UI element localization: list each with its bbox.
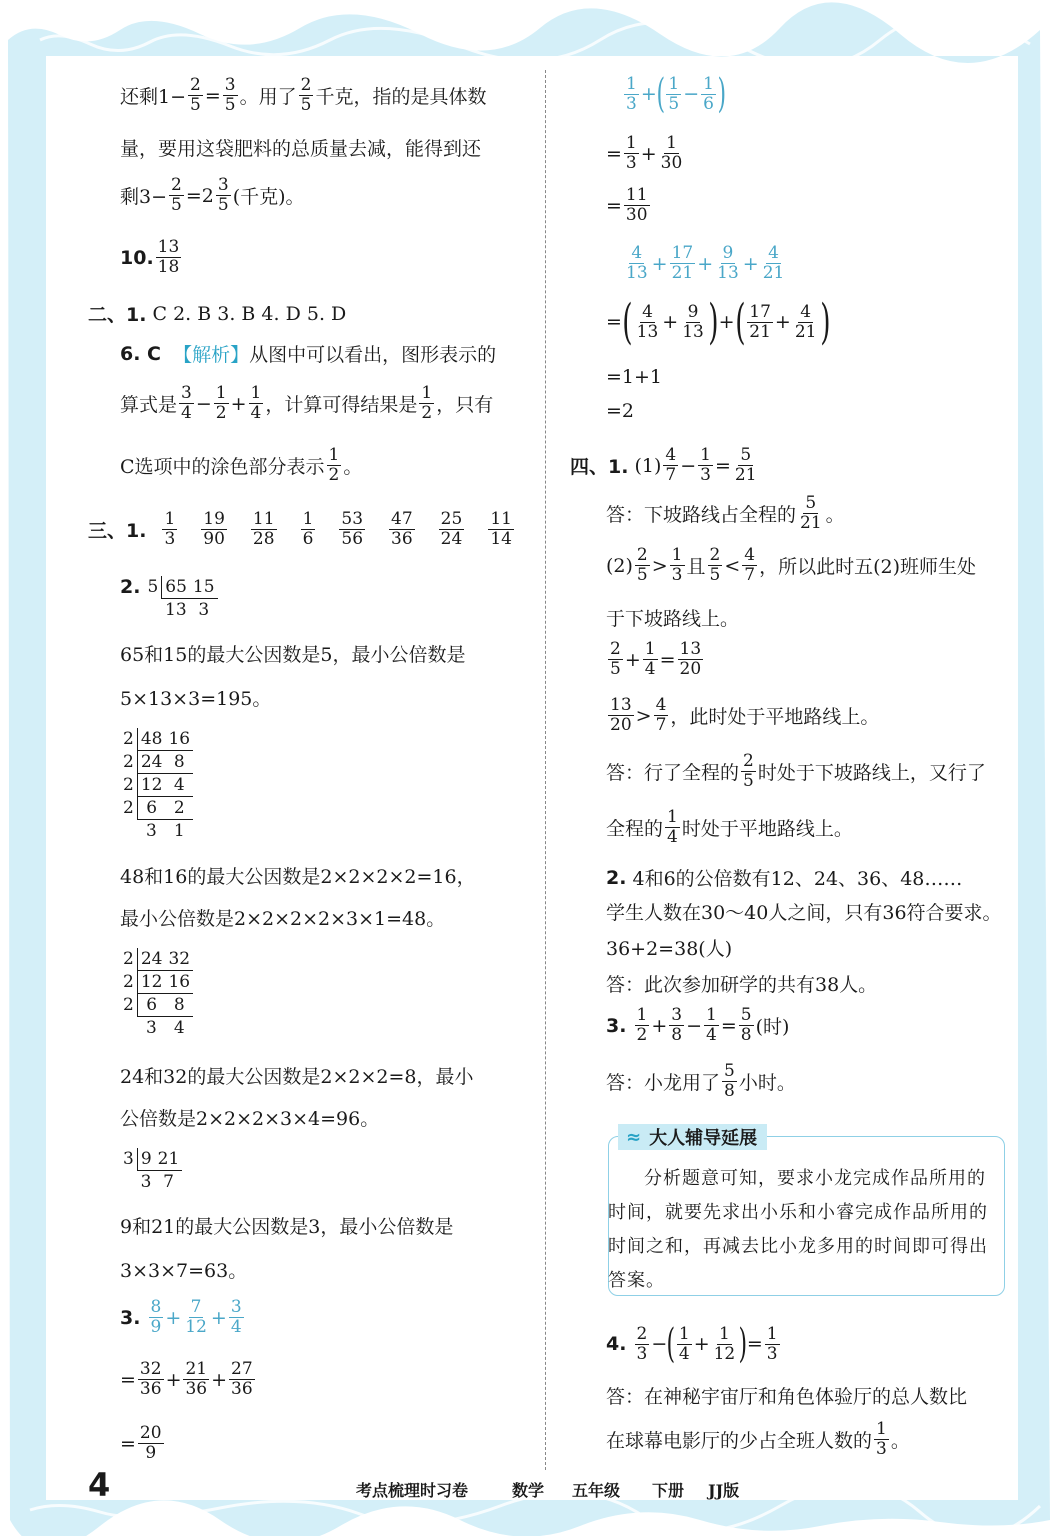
expression	[622, 244, 788, 283]
paren: )	[738, 1321, 748, 1367]
fraction: $\frac{1}{4}$	[706, 1005, 717, 1045]
text: 24和32的最大公因数是2×2×2=8，最小	[120, 1066, 474, 1088]
division-row	[120, 971, 193, 994]
fraction: $\frac{1}{30}$	[660, 133, 683, 173]
question-number: 3.	[120, 1306, 141, 1329]
tip-title-text: 大人辅导延展	[649, 1128, 758, 1149]
operator: =	[746, 1333, 763, 1355]
line	[120, 904, 445, 931]
fraction: $\frac{1}{4}$	[644, 639, 656, 679]
text: 答：此次参加研学的共有38人。	[606, 974, 878, 996]
text: 公倍数是2×2×2×3×4=96。	[120, 1108, 380, 1130]
text: 还剩1−	[120, 86, 187, 108]
tip-box-text	[608, 1162, 998, 1298]
footer-edition: JJ版	[708, 1481, 740, 1500]
line	[606, 294, 831, 350]
text: (1)	[634, 454, 662, 477]
division-cell: 5	[147, 577, 159, 598]
text: 答：下坡路线占全程的	[606, 504, 797, 526]
question-number: 6. C	[120, 342, 161, 365]
section-2	[88, 300, 346, 327]
operator: +	[718, 311, 735, 333]
fraction: $\frac{9}{13}$	[682, 301, 704, 342]
operator: =	[659, 648, 676, 671]
fraction: 1 5	[668, 73, 680, 114]
fraction: 4 13	[636, 301, 659, 342]
operator: +	[640, 142, 657, 165]
operator: +	[651, 252, 668, 275]
text: 65和15的最大公因数是5，最小公倍数是	[120, 644, 466, 666]
section-number: 四、1.	[570, 456, 629, 478]
text: 5×13×3=195。	[120, 688, 272, 710]
division-cell: 1	[173, 821, 185, 841]
division-cell: 65	[162, 576, 190, 599]
operator: +	[693, 1333, 710, 1355]
fraction: 1 2	[328, 445, 340, 485]
division-cell: 6	[137, 994, 165, 1017]
division-cell: 16	[165, 971, 193, 994]
text: (千克)。	[232, 186, 305, 208]
line	[120, 176, 305, 215]
short-division	[144, 576, 217, 621]
line	[606, 1420, 910, 1459]
division-row	[120, 1017, 193, 1040]
division-cell: 8	[165, 994, 193, 1017]
division-cell: 7	[163, 1172, 174, 1192]
tip-box-title	[618, 1124, 767, 1150]
text: 答：在神秘宇宙厅和角色体验厅的总人数比	[606, 1386, 968, 1408]
text: 分析题意可知，要求小龙完成作品所用的时间，就要先求出小乐和小睿完成作品所用的时间之和，再减去比小龙多用的时间即可得出答案。	[608, 1168, 988, 1291]
question-3	[606, 1006, 789, 1045]
line	[120, 1256, 247, 1283]
operator: +	[211, 1368, 228, 1391]
short-division	[120, 1148, 182, 1193]
division-cell: 9	[137, 1148, 154, 1171]
division-cell: 8	[165, 751, 193, 774]
division-cell: 2	[123, 775, 134, 795]
text: ，计算可得结果是	[265, 394, 418, 416]
line	[120, 640, 465, 667]
division-cell: 3	[123, 1149, 134, 1170]
division-cell: 6	[137, 797, 165, 820]
operator: +	[651, 1014, 668, 1037]
division-block	[120, 728, 193, 842]
fraction: $\frac{2}{5}$	[190, 75, 201, 115]
division-cell: 12	[137, 971, 165, 994]
fraction: 1 4	[678, 1323, 690, 1364]
division-row	[120, 948, 193, 971]
division-row	[120, 728, 193, 751]
fraction: 19 90	[203, 509, 225, 549]
operator: +	[640, 83, 657, 105]
fraction: $\frac{1}{6}$	[703, 73, 714, 114]
section-4	[570, 446, 761, 485]
line	[120, 1212, 453, 1239]
division-cell: 24	[137, 751, 165, 774]
footer-series: 考点梳理时习卷	[356, 1481, 469, 1500]
line	[120, 134, 481, 161]
section-number: 三、1.	[88, 520, 147, 542]
division-cell: 48	[137, 728, 165, 751]
line	[120, 446, 362, 485]
section-3	[88, 510, 516, 549]
text: 时处于平地路线上。	[681, 818, 853, 840]
division-row	[120, 994, 193, 1017]
operator: =	[606, 311, 622, 333]
text: 在球幕电影厅的少占全班人数的	[606, 1430, 873, 1452]
fraction: 1 6	[302, 509, 314, 549]
text: 答：行了全程的	[606, 762, 740, 784]
fraction: 53 56	[341, 509, 364, 549]
fraction: $\frac{1}{4}$	[250, 383, 262, 423]
paren: )	[708, 294, 719, 350]
fraction: 4 7	[744, 545, 756, 585]
expression	[622, 71, 727, 117]
text: 剩3−	[120, 186, 168, 208]
operator: +	[697, 252, 714, 275]
column-divider	[545, 70, 546, 1470]
short-division	[120, 948, 193, 1039]
line	[606, 808, 853, 847]
fraction: $\frac{13}{20}$	[679, 639, 702, 679]
question-2	[606, 864, 962, 891]
operator: +	[165, 1306, 182, 1329]
fraction: 11 28	[252, 509, 275, 549]
text: 量，要用这袋肥料的总质量去减，能得到还	[120, 138, 482, 160]
fraction: 1 2	[421, 383, 433, 423]
line	[120, 1360, 257, 1399]
fraction: $\frac{3}{5}$	[224, 75, 236, 115]
division-cell: 3	[145, 1018, 157, 1038]
fraction: $\frac{20}{9}$	[139, 1423, 162, 1463]
division-cell: 3	[198, 600, 210, 620]
text: 48和16的最大公因数是2×2×2×2=16，	[120, 866, 476, 888]
fraction: 4 7	[665, 445, 677, 485]
operator: =	[715, 454, 731, 477]
operator: +	[662, 311, 679, 333]
fraction: $\frac{2}{5}$	[171, 175, 182, 215]
fraction: 4 7	[655, 695, 667, 735]
division-row	[120, 1148, 182, 1171]
text: 算式是	[120, 394, 178, 416]
operator: >	[635, 704, 652, 727]
line	[606, 640, 705, 679]
division-block	[120, 948, 193, 1039]
text: 千克，指的是具体数	[315, 86, 487, 108]
fraction: 2 5	[610, 639, 621, 679]
operator: +	[210, 1306, 227, 1329]
text: 小时。	[738, 1072, 796, 1094]
line	[606, 546, 976, 585]
fraction: 2 5	[636, 545, 648, 585]
text: 。	[890, 1430, 910, 1452]
division-cell: 15	[190, 576, 218, 599]
line	[606, 494, 845, 533]
line	[606, 1382, 967, 1409]
operator: −	[651, 1333, 668, 1355]
operator: +	[742, 252, 759, 275]
fraction: 1 2	[636, 1005, 648, 1045]
division-row	[144, 599, 217, 622]
fraction: 1 3	[164, 509, 176, 549]
operator: =	[606, 194, 622, 217]
operator: =	[120, 1432, 136, 1455]
division-cell: 16	[165, 728, 193, 751]
text: 36+2=38(人)	[606, 938, 733, 960]
operator: =	[606, 142, 622, 165]
line	[120, 1104, 379, 1131]
division-cell: 32	[165, 948, 193, 971]
question-10	[120, 238, 183, 277]
line	[606, 186, 652, 225]
line	[606, 366, 662, 388]
footer-subject: 数学	[512, 1481, 545, 1500]
operator: =	[720, 1014, 737, 1037]
text: 学生人数在30～40人之间，只有36符合要求。	[606, 902, 1002, 924]
division-cell: 3	[145, 821, 157, 841]
fraction: $\frac{4}{21}$	[794, 301, 817, 342]
division-cell: 3	[140, 1172, 152, 1192]
text: 3×3×7=63。	[120, 1260, 248, 1282]
text: =2	[185, 184, 214, 207]
fraction: 1 3	[876, 1419, 887, 1459]
fraction: 17 21	[749, 301, 771, 342]
text: +	[230, 392, 247, 415]
line	[606, 1062, 796, 1101]
fraction: $\frac{1}{3}$	[700, 445, 711, 485]
answers: C 2. B 3. B 4. D 5. D	[152, 302, 347, 325]
text: −	[195, 392, 212, 415]
fraction: 1 3	[626, 73, 637, 114]
division-cell: 4	[173, 1018, 185, 1038]
fraction: 1 4	[667, 807, 678, 847]
division-row	[120, 797, 193, 820]
text: 答：小龙用了	[606, 1072, 721, 1094]
fraction: 13 20	[610, 695, 632, 735]
paren: (	[622, 294, 633, 350]
text: (时)	[755, 1016, 790, 1038]
fraction: 4 13	[626, 243, 648, 283]
division-cell: 2	[165, 797, 193, 820]
fraction: $\frac{21}{36}$	[185, 1359, 208, 1399]
fraction: 47 36	[391, 509, 413, 549]
line	[120, 1424, 166, 1463]
text: 4和6的公倍数有12、24、36、48……	[632, 868, 963, 890]
operator: +	[624, 648, 641, 671]
operator: −	[686, 1014, 702, 1037]
text: (2)	[606, 554, 633, 577]
line	[606, 400, 634, 422]
fraction: 8 9	[150, 1297, 162, 1337]
division-row	[120, 774, 193, 797]
fraction: $\frac{1}{2}$	[215, 383, 227, 423]
division-cell	[120, 1171, 137, 1194]
line	[606, 752, 986, 791]
question-3	[120, 1298, 246, 1337]
operator: −	[680, 454, 697, 477]
division-cell: 21	[155, 1148, 183, 1171]
division-row	[120, 1171, 182, 1194]
fraction: $\frac{9}{13}$	[717, 243, 739, 283]
fraction: $\frac{3}{4}$	[230, 1297, 242, 1337]
text: 。用了	[239, 86, 297, 108]
fraction: $\frac{17}{21}$	[671, 243, 694, 283]
text: 。	[343, 456, 363, 478]
paren: )	[717, 71, 727, 117]
division-cell: 12	[137, 774, 165, 797]
division-cell: 2	[123, 729, 134, 750]
operator: <	[724, 554, 741, 577]
wave-icon: ≈	[626, 1126, 642, 1148]
fraction: $\frac{5}{21}$	[734, 445, 757, 485]
line	[606, 696, 879, 735]
operator: +	[774, 311, 791, 333]
fraction: $\frac{27}{36}$	[231, 1359, 253, 1399]
question-4	[606, 1321, 782, 1367]
fraction: 13 18	[157, 237, 180, 277]
text: ，所以此时五(2)班师生处	[759, 556, 977, 578]
text: ，只有	[436, 394, 494, 416]
fraction: $\frac{1}{3}$	[625, 133, 637, 173]
line	[120, 862, 476, 889]
fraction: 3 4	[181, 383, 192, 423]
fraction: $\frac{7}{12}$	[185, 1297, 207, 1337]
section-number: 二、1.	[88, 304, 147, 326]
fraction: $\frac{11}{30}$	[625, 185, 648, 225]
fraction: 2 5	[300, 75, 312, 115]
fraction: 5 21	[800, 493, 822, 533]
fraction: 2 5	[743, 751, 754, 791]
question-number: 4.	[606, 1333, 627, 1355]
text: =1+1	[606, 366, 663, 388]
question-number: 3.	[606, 1014, 627, 1037]
footer-grade: 五年级	[572, 1481, 621, 1500]
question-2	[120, 576, 218, 621]
text: C选项中的涂色部分表示	[120, 456, 325, 478]
division-cell: 2	[123, 972, 134, 992]
division-cell	[120, 820, 137, 843]
fraction: $\frac{4}{21}$	[762, 243, 785, 283]
line	[606, 970, 877, 997]
text: =2	[606, 400, 635, 422]
division-cell: 2	[123, 949, 134, 970]
text: 最小公倍数是2×2×2×2×3×1=48。	[120, 908, 446, 930]
fraction-answers	[160, 510, 516, 549]
line	[606, 134, 686, 173]
paren: (	[734, 294, 746, 350]
line	[120, 684, 271, 711]
operator: =	[120, 1368, 136, 1391]
text: 且	[686, 556, 706, 578]
division-cell	[144, 599, 161, 622]
text: 9和21的最大公因数是3，最小公倍数是	[120, 1216, 454, 1238]
fraction: 25 24	[440, 509, 463, 549]
text: 时处于下坡路线上，又行了	[757, 762, 986, 784]
paren: (	[666, 1321, 676, 1367]
question-number: 10.	[120, 246, 154, 269]
fraction: 2 3	[636, 1323, 648, 1364]
line	[120, 1062, 473, 1089]
paren: )	[820, 294, 831, 350]
text: 于下坡路线上。	[606, 608, 740, 630]
line-remaining	[120, 76, 486, 115]
paren: (	[656, 71, 665, 117]
fraction: $\frac{1}{12}$	[713, 1323, 736, 1364]
fraction: 5 8	[724, 1061, 735, 1101]
operator: +	[165, 1368, 182, 1391]
fraction: $\frac{32}{36}$	[139, 1359, 162, 1399]
footer-term: 下册	[652, 1481, 685, 1500]
fraction: $\frac{1}{3}$	[766, 1323, 778, 1364]
division-cell: 2	[123, 752, 134, 772]
analysis-tag: 【解析】	[173, 344, 250, 366]
question-number: 2.	[606, 866, 627, 889]
line	[606, 604, 739, 631]
fraction: $\frac{3}{8}$	[671, 1005, 683, 1045]
division-row	[144, 576, 217, 599]
text: 全程的	[606, 818, 664, 840]
text: 从图中可以看出，图形表示的	[249, 344, 497, 366]
division-cell: 24	[137, 948, 165, 971]
fraction: 2 5	[709, 545, 721, 585]
division-cell: 2	[123, 798, 134, 818]
division-cell: 2	[123, 995, 134, 1015]
division-block	[120, 1148, 182, 1193]
short-division	[120, 728, 193, 842]
line	[120, 384, 493, 423]
question-number: 2.	[120, 576, 141, 598]
text: 。	[825, 504, 845, 526]
division-cell	[120, 1017, 137, 1040]
page-number: 4	[88, 1466, 111, 1504]
fraction: 11 14	[490, 509, 512, 549]
division-cell: 13	[165, 600, 187, 620]
fraction: 1 3	[671, 545, 683, 585]
line	[606, 898, 1002, 925]
line	[606, 934, 732, 961]
division-row	[120, 820, 193, 843]
operator: −	[683, 83, 700, 105]
text: =	[204, 84, 221, 107]
division-cell: 4	[165, 774, 193, 797]
text: ，此时处于平地路线上。	[670, 706, 880, 728]
fraction: $\frac{5}{8}$	[740, 1005, 752, 1045]
question-6	[120, 340, 496, 367]
division-row	[120, 751, 193, 774]
operator: >	[651, 554, 668, 577]
fraction: 3 5	[217, 175, 229, 215]
